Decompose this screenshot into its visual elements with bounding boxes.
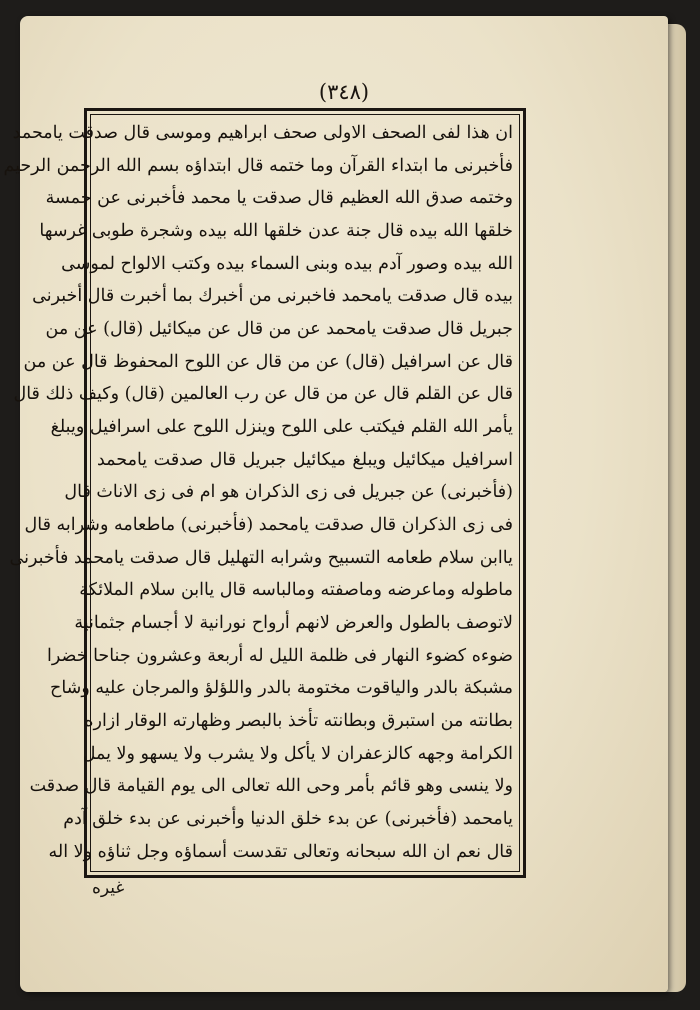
text-line: فى زى الذكران قال صدقت يامحمد (فأخبرنى) ماطعامه وشرابه قال [24, 515, 513, 536]
text-line: فأخبرنى ما ابتداء القرآن وما ختمه قال ابتداؤه بسم الله الرحمن الرحيم [3, 155, 513, 176]
text-line: الكرامة وجهه كالزعفران لا يأكل ولا يشرب ولا يسهو ولا يمل [82, 743, 513, 764]
text-line: اسرافيل ميكائيل ويبلغ ميكائيل جبريل قال صدقت يامحمد [97, 449, 513, 470]
page-number: (٣٤٨) [318, 80, 370, 104]
text-line: وختمه صدق الله العظيم قال صدقت يا محمد فأخبرنى عن خمسة [45, 188, 513, 209]
catchword: غيره [92, 878, 125, 898]
text-line: قال عن القلم قال عن من قال عن رب العالمين (قال) وكيف ذلك قال [13, 384, 513, 405]
text-line: يامحمد (فأخبرنى) عن بدء خلق الدنيا وأخبرنى عن بدء خلق آدم [63, 809, 513, 830]
text-line: مشبكة بالدر والياقوت مختومة بالدر واللؤلؤ والمرجان عليه وشاح [50, 678, 513, 699]
text-line: ضوءه كضوء النهار فى ظلمة الليل له أربعة وعشرون جناحا خضرا [47, 645, 513, 666]
text-line: بيده قال صدقت يامحمد فاخبرنى من أخبرك بما أخبرت قال أخبرنى [32, 286, 513, 307]
text-line: يأمر الله القلم فيكتب على اللوح وينزل اللوح على اسرافيل ويبلغ [50, 417, 513, 438]
text-line: ولا ينسى وهو قائم بأمر وحى الله تعالى الى يوم القيامة قال صدقت [29, 776, 513, 797]
text-line: لاتوصف بالطول والعرض لانهم أرواح نورانية لا أجسام جثمانية [74, 613, 513, 634]
text-line: بطانته من استبرق وبطانته تأخذ بالبصر وظهارته الوقار ازاره [84, 711, 513, 732]
text-line: جبريل قال صدقت يامحمد عن من قال عن ميكائيل (قال) عن من [45, 319, 513, 340]
text-block [3, 119, 513, 867]
text-line: ان هذا لفى الصحف الاولى صحف ابراهيم وموسى قال صدقت يامحمد [12, 123, 513, 143]
text-line: ياابن سلام طعامه التسبيح وشرابه التهليل قال صدقت يامحمد فأخبرنى [9, 547, 513, 568]
text-line: (فأخبرنى) عن جبريل فى زى الذكران هو ام فى زى الاناث قال [64, 482, 513, 503]
text-line: الله بيده وصور آدم بيده وبنى السماء بيده وكتب الالواح لموسى [61, 253, 513, 274]
text-line: خلقها الله بيده قال جنة عدن خلقها الله بيده وشجرة طوبى غرسها [39, 221, 513, 242]
text-frame [3, 108, 526, 878]
text-line: قال نعم ان الله سبحانه وتعالى تقدست أسماؤه وجل ثناؤه ولا اله [48, 841, 513, 862]
text-line: قال عن اسرافيل (قال) عن من قال عن اللوح المحفوظ قال عن من [23, 351, 513, 372]
text-line: ماطوله وماعرضه وماصفته ومالباسه قال ياابن سلام الملائكة [79, 580, 513, 601]
manuscript-page [3, 16, 668, 992]
